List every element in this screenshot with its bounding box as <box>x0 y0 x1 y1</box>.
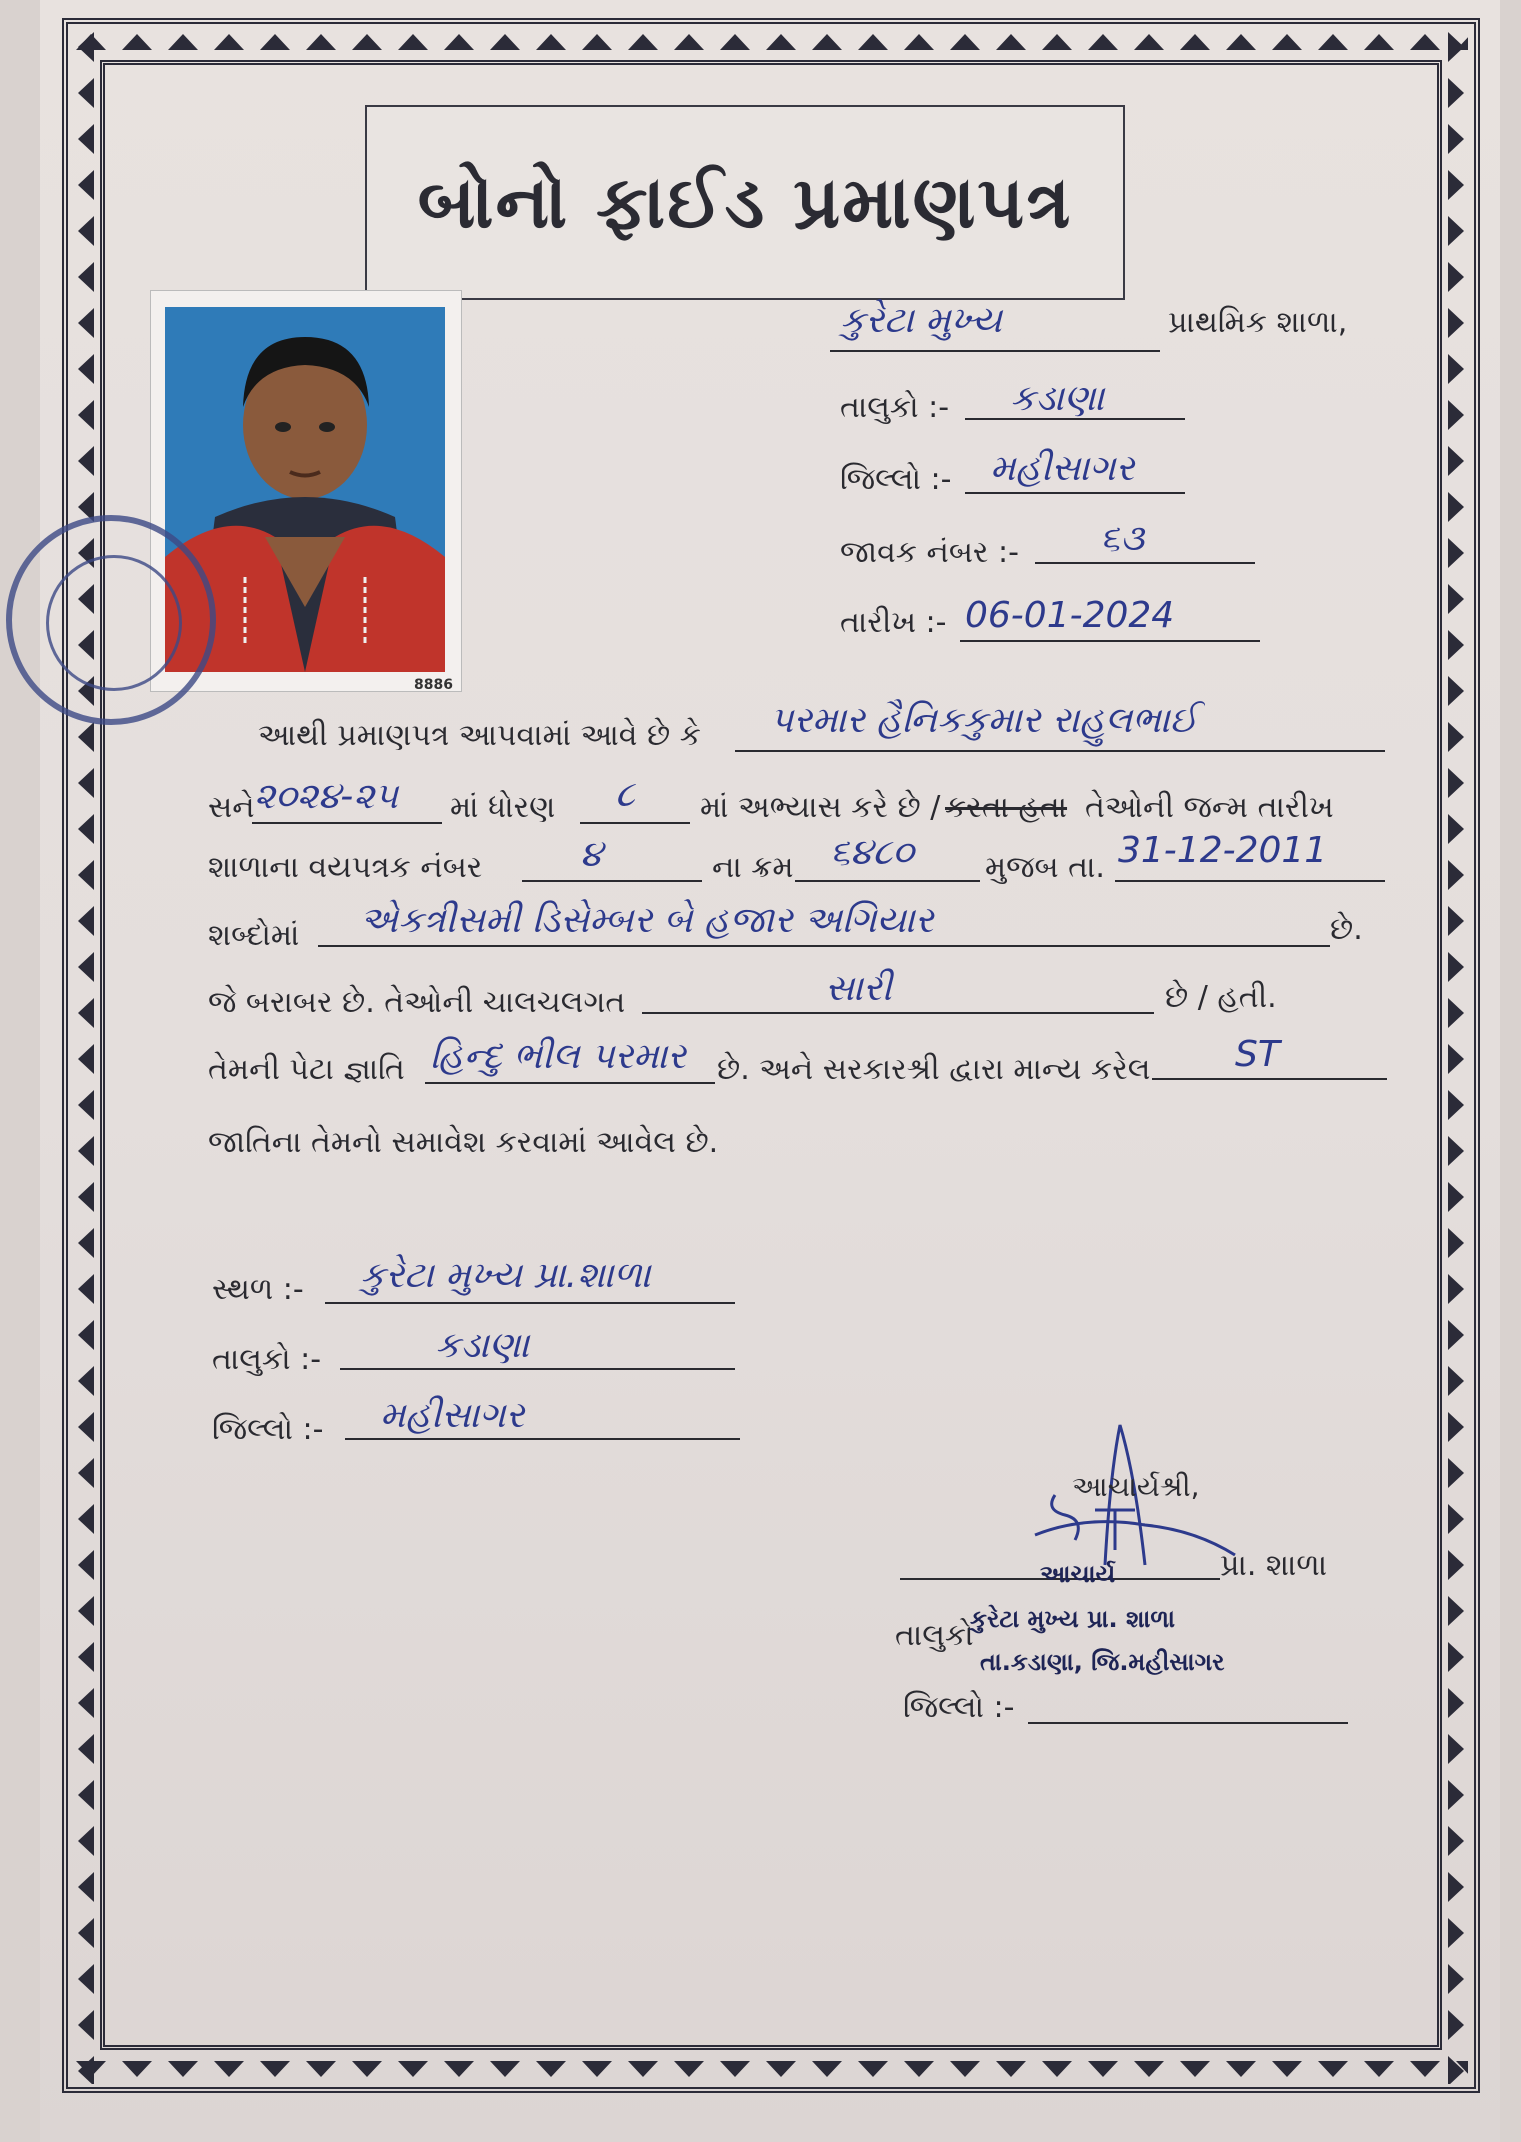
birth-words-line <box>318 945 1330 947</box>
subcaste-line <box>425 1082 715 1084</box>
footer-taluka-value: કડાણા <box>435 1325 530 1366</box>
body-line5-suffix: છે / હતી. <box>1165 980 1277 1015</box>
footer-district-value: મહીસાગર <box>380 1395 525 1436</box>
body-line6-prefix: તેમની પેટા જ્ઞાતિ <box>208 1052 405 1087</box>
body-line3-prefix: શાળાના વયપત્રક નંબર <box>208 850 483 885</box>
body-line3-mid: ના ક્રમ <box>712 850 794 885</box>
category-value: ST <box>1235 1034 1280 1075</box>
header-district-label: જિલ્લો :- <box>840 462 952 497</box>
signature-school-suffix: પ્રા. શાળા <box>1220 1548 1328 1583</box>
birth-date-value: 31-12-2011 <box>1118 830 1328 871</box>
body-line2-suffix: માં અભ્યાસ કરે છે / <box>700 790 941 825</box>
body-line2-mid: માં ધોરણ <box>450 790 556 825</box>
body-line2-prefix: સને <box>208 790 255 825</box>
header-taluka-label: તાલુકો :- <box>840 390 950 425</box>
footer-taluka-label: તાલુકો :- <box>212 1342 322 1377</box>
struck-text: કરતા હતા <box>945 790 1068 825</box>
year-value: ૨૦૨૪-૨૫ <box>254 776 399 817</box>
title-box <box>365 105 1125 300</box>
standard-value: ૮ <box>615 774 635 815</box>
year-line <box>252 822 442 824</box>
certificate-title: બોનો ફાઈડ પ્રમાણપત્ર <box>417 159 1073 244</box>
body-line6-mid: છે. અને સરકારશ્રી દ્વારા માન્ય કરેલ <box>717 1052 1151 1087</box>
signature-district-line <box>1028 1722 1348 1724</box>
place-label: સ્થળ :- <box>212 1272 304 1307</box>
signature-district-label: જિલ્લો :- <box>903 1690 1015 1725</box>
footer-district-label: જિલ્લો :- <box>212 1412 324 1447</box>
header-taluka-value: કડાણા <box>1010 378 1105 419</box>
header-date-value: 06-01-2024 <box>965 595 1175 636</box>
school-name-value: કુરેટા મુખ્ય <box>840 300 1002 341</box>
top-border-pattern <box>68 30 1474 54</box>
body-line7: જાતિના તેમનો સમાવેશ કરવામાં આવેલ છે. <box>208 1125 719 1160</box>
place-line <box>325 1302 735 1304</box>
student-name-line <box>735 750 1385 752</box>
footer-district-line <box>345 1438 740 1440</box>
place-value: કુરેટા મુખ્ય પ્રા.શાળા <box>360 1255 651 1296</box>
body-line3-mid2: મુજબ તા. <box>985 850 1105 885</box>
standard-line <box>580 822 690 824</box>
register-no-value: ૪ <box>580 834 603 875</box>
header-taluka-line <box>965 418 1185 420</box>
seal-line2: કુરેટા મુખ્ય પ્રા. શાળા <box>970 1605 1175 1633</box>
outward-no-value: ૬૩ <box>1100 518 1145 559</box>
seal-line3: તા.કડાણા, જિ.મહીસાગર <box>980 1648 1225 1676</box>
signature-taluka-label: તાલુકો <box>895 1618 974 1653</box>
header-date-line <box>960 640 1260 642</box>
left-border-pattern <box>74 24 98 2087</box>
school-round-stamp <box>6 515 216 725</box>
birth-date-line <box>1115 880 1385 882</box>
photo-code: 8886 <box>414 677 453 693</box>
right-border-pattern <box>1444 24 1468 2087</box>
body-line1-text: આથી પ્રમાણપત્ર આપવામાં આવે છે કે <box>258 718 701 753</box>
body-line4-prefix: શબ્દોમાં <box>208 918 300 953</box>
body-line4-suffix: છે. <box>1330 912 1363 947</box>
student-name-value: પરમાર હૈનિકકુમાર રાહુલભાઈ <box>770 700 1198 741</box>
footer-taluka-line <box>340 1368 735 1370</box>
category-line <box>1152 1078 1387 1080</box>
outward-no-label: જાવક નંબર :- <box>840 535 1019 570</box>
bottom-border-pattern <box>68 2057 1474 2081</box>
body-line5-prefix: જે બરાબર છે. તેઓની ચાલચલગત <box>208 985 626 1020</box>
subcaste-value: હિન્દુ ભીલ પરમાર <box>430 1036 686 1077</box>
serial-no-value: ૬૪૮૦ <box>830 832 914 873</box>
birth-words-value: એકત્રીસમી ડિસેમ્બર બે હજાર અગિયાર <box>360 900 934 941</box>
header-district-value: મહીસાગર <box>990 448 1135 489</box>
serial-no-line <box>795 880 980 882</box>
principal-title: આચાર્યશ્રી, <box>1072 1470 1200 1503</box>
seal-line1: આચાર્ય <box>1040 1560 1116 1588</box>
school-suffix: પ્રાથમિક શાળા, <box>1168 305 1348 340</box>
conduct-value: સારી <box>825 968 892 1009</box>
header-district-line <box>965 492 1185 494</box>
header-date-label: તારીખ :- <box>840 605 947 640</box>
outward-no-line <box>1035 562 1255 564</box>
register-no-line <box>522 880 702 882</box>
school-name-line <box>830 350 1160 352</box>
body-line2-end: તેઓની જન્મ તારીખ <box>1085 790 1334 825</box>
conduct-line <box>642 1012 1154 1014</box>
